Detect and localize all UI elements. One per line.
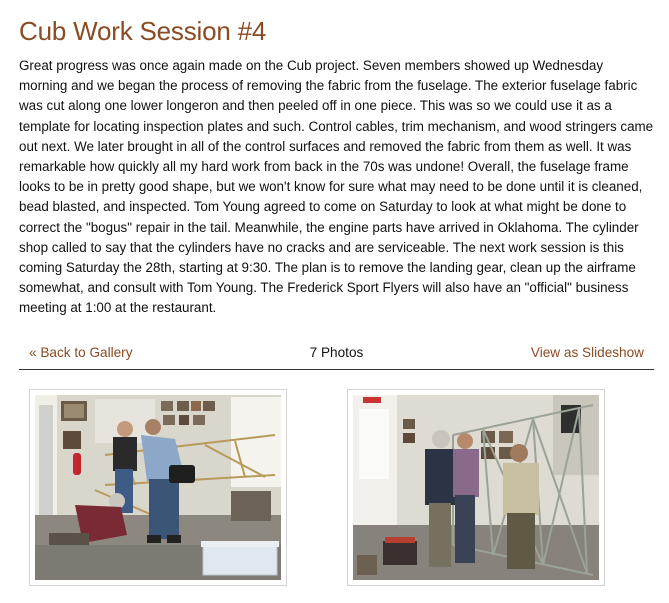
photo-thumbnail-1[interactable] xyxy=(29,389,287,586)
view-slideshow-link[interactable]: View as Slideshow xyxy=(530,345,644,360)
gallery-nav-bar xyxy=(19,343,654,370)
photo-image-2 xyxy=(353,395,599,580)
photo-count: 7 Photos xyxy=(309,345,364,360)
back-to-gallery-link[interactable]: « Back to Gallery xyxy=(29,345,133,360)
page-title: Cub Work Session #4 xyxy=(19,16,267,46)
page-description: Great progress was once again made on the Cub project. Seven members showed up Wednesday morning and we began the process of removing the fabric from the fuselage. The exterior fuselage fabric was cut along one lower longeron and then peeled off in one piece. This was so we could use it as a template for locating inspection plates and such. Control cables, trim mechanism, and wood stringers came out next. We later brought in all of the control surfaces and removed the fabric from them as well. It was remarkable how quickly all my hard work from back in the 70s was undone! Overall, the fuselage frame looks to be in pretty good shape, but we won't know for sure what may need to be done until it is cleaned, bead blasted, and inspected. Tom Young agreed to come on Saturday to look at what might be done to correct the "bogus" repair in the tail. Meanwhile, the engine parts have arrived in Oklahoma. The cylinder shop called to say that the cylinders have no cracks and are serviceable. The next work session is this coming Saturday the 28th, starting at 9:30. The plan is to remove the landing gear, clean up the airframe somewhat, and consult with Tom Young. The Frederick Sport Flyers will also have an "official" business meeting at 1:00 at the restaurant. xyxy=(19,58,654,316)
photo-image-1 xyxy=(35,395,281,580)
photo-thumbnail-2[interactable] xyxy=(347,389,605,586)
